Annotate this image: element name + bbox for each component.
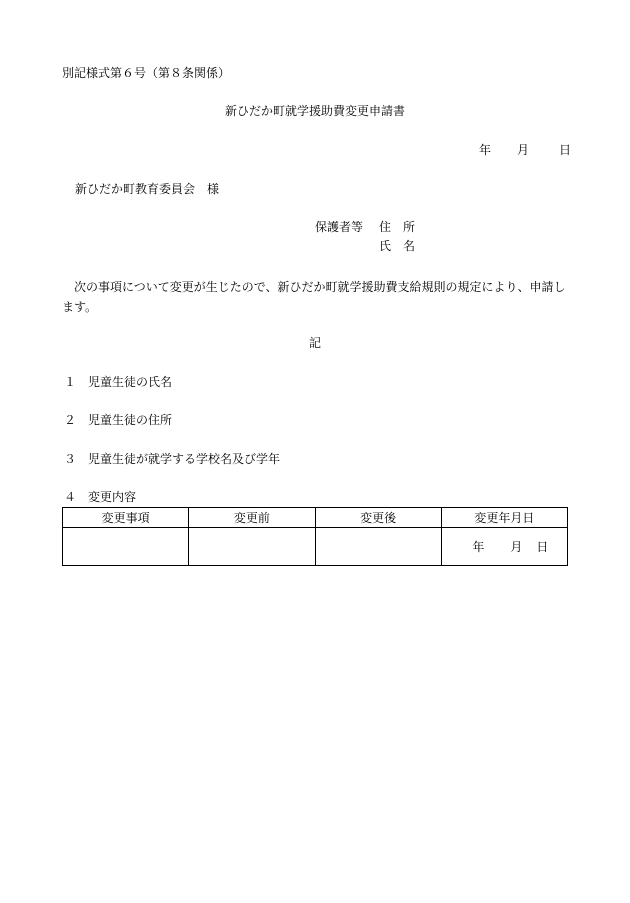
change-date-day: 日 xyxy=(536,539,549,554)
guardian-name-label: 氏 名 xyxy=(379,239,416,253)
guardian-address-label: 住 所 xyxy=(379,220,416,234)
change-date-year: 年 xyxy=(472,539,485,554)
item-label: 児童生徒が就学する学校名及び学年 xyxy=(88,452,281,466)
guardian-block xyxy=(315,221,415,259)
header-change-item: 変更事項 xyxy=(63,508,189,528)
date-month: 月 xyxy=(517,143,530,157)
request-body-text: 次の事項について変更が生じたので、新ひだか町就学援助費支給規則の規定により、申請します。 xyxy=(62,280,566,314)
table-header-row xyxy=(63,508,568,528)
cell-after-change[interactable] xyxy=(315,528,441,566)
cell-change-item[interactable] xyxy=(63,528,189,566)
form-number: 別記様式第６号（第８条関係） xyxy=(62,66,231,80)
item-change-details xyxy=(64,491,136,503)
date-year: 年 xyxy=(479,143,492,157)
cell-before-change[interactable] xyxy=(189,528,315,566)
date-day: 日 xyxy=(559,143,572,157)
item-label: 変更内容 xyxy=(88,490,137,504)
document-title: 新ひだか町就学援助費変更申請書 xyxy=(224,104,405,118)
item-student-address xyxy=(64,414,172,426)
item-label: 児童生徒の住所 xyxy=(88,413,173,427)
header-change-date: 変更年月日 xyxy=(441,508,567,528)
guardian-role: 保護者等 xyxy=(315,220,364,234)
item-label: 児童生徒の氏名 xyxy=(88,375,173,389)
change-details-table xyxy=(62,507,568,566)
change-date-month: 月 xyxy=(510,539,523,554)
addressee: 新ひだか町教育委員会 様 xyxy=(75,182,220,196)
item-school-and-grade xyxy=(64,453,280,465)
item-number: １ xyxy=(64,375,77,389)
ki-heading: 記 xyxy=(308,336,321,350)
header-before-change: 変更前 xyxy=(189,508,315,528)
item-student-name xyxy=(64,376,172,388)
item-number: ３ xyxy=(64,452,77,466)
application-date xyxy=(479,144,571,156)
item-number: ４ xyxy=(64,490,77,504)
table-row xyxy=(63,528,568,566)
header-after-change: 変更後 xyxy=(315,508,441,528)
item-number: ２ xyxy=(64,413,77,427)
cell-change-date[interactable] xyxy=(441,528,567,566)
